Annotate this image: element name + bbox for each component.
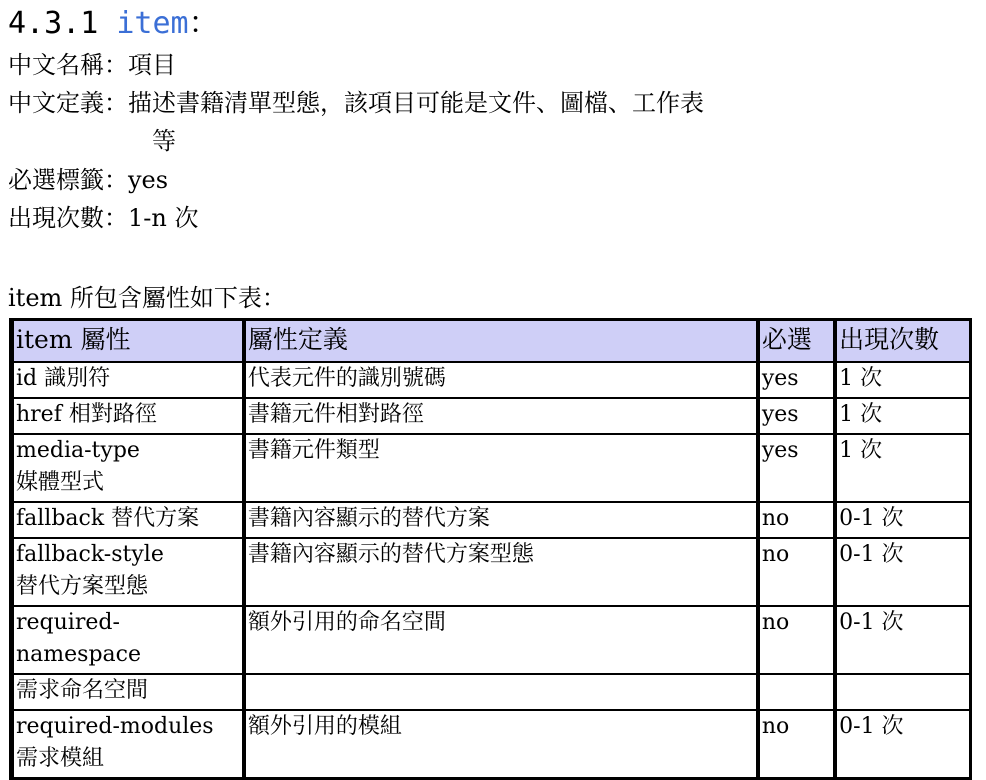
meta-occurrence (8, 203, 198, 233)
cell-definition (243, 674, 757, 710)
cell-definition: 書籍內容顯示的替代方案型態 (243, 538, 757, 606)
meta-chinese-definition (8, 88, 704, 156)
cell-occurrence: 1 次 (834, 434, 970, 502)
table-header-row (11, 320, 970, 362)
section-term: item (116, 6, 189, 41)
table-row (11, 502, 970, 538)
cell-attribute: 需求命名空間 (11, 674, 243, 710)
header-attribute: item 屬性 (11, 320, 243, 362)
meta-label: 出現次數： (8, 204, 128, 232)
meta-continuation: 等 (152, 127, 176, 155)
table-row (11, 434, 970, 502)
table-row (11, 538, 970, 606)
cell-definition: 額外引用的模組 (243, 710, 757, 778)
meta-label: 必選標籤： (8, 166, 128, 194)
cell-required: no (757, 538, 834, 606)
meta-required-tag (8, 165, 168, 195)
cell-occurrence: 0-1 次 (834, 606, 970, 674)
table-row (11, 398, 970, 434)
header-occurrence: 出現次數 (834, 320, 970, 362)
meta-value: 項目 (128, 51, 176, 79)
cell-definition: 代表元件的識別號碼 (243, 362, 757, 398)
table-row (11, 606, 970, 674)
attribute-table (9, 318, 972, 780)
meta-label: 中文名稱： (8, 51, 128, 79)
cell-required: no (757, 710, 834, 778)
cell-attribute: media-type 媒體型式 (11, 434, 243, 502)
cell-occurrence: 1 次 (834, 362, 970, 398)
heading-colon: ： (188, 6, 219, 41)
header-required: 必選 (757, 320, 834, 362)
meta-chinese-name (8, 50, 176, 80)
cell-attribute: required-modules 需求模組 (11, 710, 243, 778)
table-row (11, 362, 970, 398)
cell-occurrence (834, 674, 970, 710)
meta-value: 1-n 次 (128, 204, 199, 232)
header-definition: 屬性定義 (243, 320, 757, 362)
meta-value: 描述書籍清單型態，該項目可能是文件、圖檔、工作表 (128, 89, 704, 117)
cell-required: yes (757, 434, 834, 502)
cell-definition: 書籍內容顯示的替代方案 (243, 502, 757, 538)
cell-occurrence: 1 次 (834, 398, 970, 434)
cell-attribute: id 識別符 (11, 362, 243, 398)
table-row (11, 710, 970, 778)
table-row (11, 674, 970, 710)
cell-attribute: href 相對路徑 (11, 398, 243, 434)
cell-definition: 書籍元件類型 (243, 434, 757, 502)
cell-attribute: fallback 替代方案 (11, 502, 243, 538)
cell-required: yes (757, 398, 834, 434)
cell-attribute: fallback-style 替代方案型態 (11, 538, 243, 606)
cell-required: no (757, 606, 834, 674)
section-number: 4.3.1 (8, 6, 99, 41)
cell-required: yes (757, 362, 834, 398)
cell-attribute: required-namespace (11, 606, 243, 674)
cell-required (757, 674, 834, 710)
cell-occurrence: 0-1 次 (834, 538, 970, 606)
meta-label: 中文定義： (8, 89, 128, 117)
cell-occurrence: 0-1 次 (834, 502, 970, 538)
cell-required: no (757, 502, 834, 538)
cell-definition: 額外引用的命名空間 (243, 606, 757, 674)
section-heading (8, 4, 219, 44)
meta-value: yes (128, 166, 169, 194)
table-caption: item 所包含屬性如下表： (8, 284, 286, 312)
cell-definition: 書籍元件相對路徑 (243, 398, 757, 434)
cell-occurrence: 0-1 次 (834, 710, 970, 778)
